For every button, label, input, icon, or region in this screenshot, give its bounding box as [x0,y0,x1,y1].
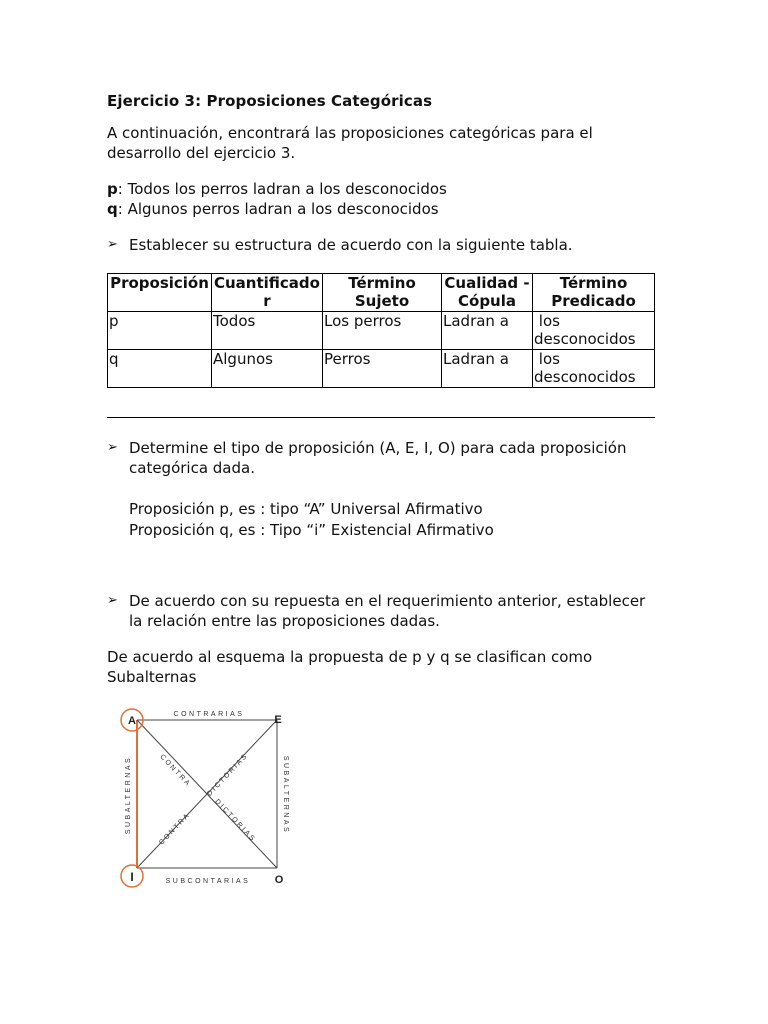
proposition-separator: : [117,180,128,198]
page-title: Ejercicio 3: Proposiciones Categóricas [107,92,433,110]
answer-p: Proposición p, es : tipo “A” Universal Afirmativo [129,500,483,518]
intro-paragraph: A continuación, encontrará las proposiciones categóricas para el desarrollo del ejercicio 3. [107,124,593,162]
proposition-separator: : [117,200,128,218]
edge-label-subalternas-right: SUBALTERNAS [282,755,289,835]
edge-label-contrarias: CONTRARIAS [173,711,245,718]
arrowhead-bullet-icon: ➢ [107,593,118,608]
proposition-letter: q [107,200,118,218]
table-row [108,350,655,388]
table-header: Término Sujeto [323,274,442,312]
table-cell: q [108,350,212,388]
arrowhead-bullet-icon: ➢ [107,237,118,252]
conclusion-paragraph: De acuerdo al esquema la propuesta de p y q se clasifican como Subalternas [107,648,593,686]
corner-label-i: I [130,870,134,884]
table-row [108,312,655,350]
proposition-text: Todos los perros ladran a los desconocidos [127,180,447,198]
table-cell: Los perros [323,312,442,350]
diagonal-label-contra-upper: CONTRA [158,753,192,789]
table-header: Cualidad - Cópula [442,274,533,312]
table-header-row [108,274,655,312]
edge-label-subalternas-left: SUBALTERNAS [125,755,132,835]
structure-table [107,273,655,388]
proposition-text: Algunos perros ladran a los desconocidos [127,200,439,218]
proposition-letter: p [107,180,118,198]
diagonal-label-dictorias-lower: DICTORIAS [213,798,257,844]
table-cell: Ladran a [442,350,533,388]
proposition-q [107,199,439,219]
table-cell: Algunos [212,350,323,388]
bullet-text: Determine el tipo de proposición (A, E, I, O) para cada proposición categórica dada. [129,439,627,477]
table-cell: Perros [323,350,442,388]
table-header: Proposición [108,274,212,312]
corner-label-o: O [274,874,284,886]
table-header: Término Predicado [533,274,655,312]
table-cell: Ladran a [442,312,533,350]
corner-label-e: E [274,714,282,726]
table-header: Cuantificado r [212,274,323,312]
corner-label-a: A [128,715,136,727]
diagonal-label-contra-lower: CONTRA [158,811,192,847]
diagonal-label-dictorias-upper: DICTORIAS [206,752,250,798]
square-of-opposition-diagram [104,700,304,900]
table-cell: los desconocidos [533,350,655,388]
table-cell: Todos [212,312,323,350]
bullet-text: De acuerdo con su repuesta en el requerimiento anterior, establecer la relación entre las proposiciones dadas. [129,592,646,630]
horizontal-divider [107,417,655,418]
answer-q: Proposición q, es : Tipo “i” Existencial Afirmativo [129,521,494,539]
table-cell: p [108,312,212,350]
bullet-text: Establecer su estructura de acuerdo con la siguiente tabla. [129,236,573,254]
table-cell: los desconocidos [533,312,655,350]
arrowhead-bullet-icon: ➢ [107,440,118,455]
proposition-p [107,179,447,199]
edge-label-subcontrarias: SUBCONTARIAS [165,878,251,885]
